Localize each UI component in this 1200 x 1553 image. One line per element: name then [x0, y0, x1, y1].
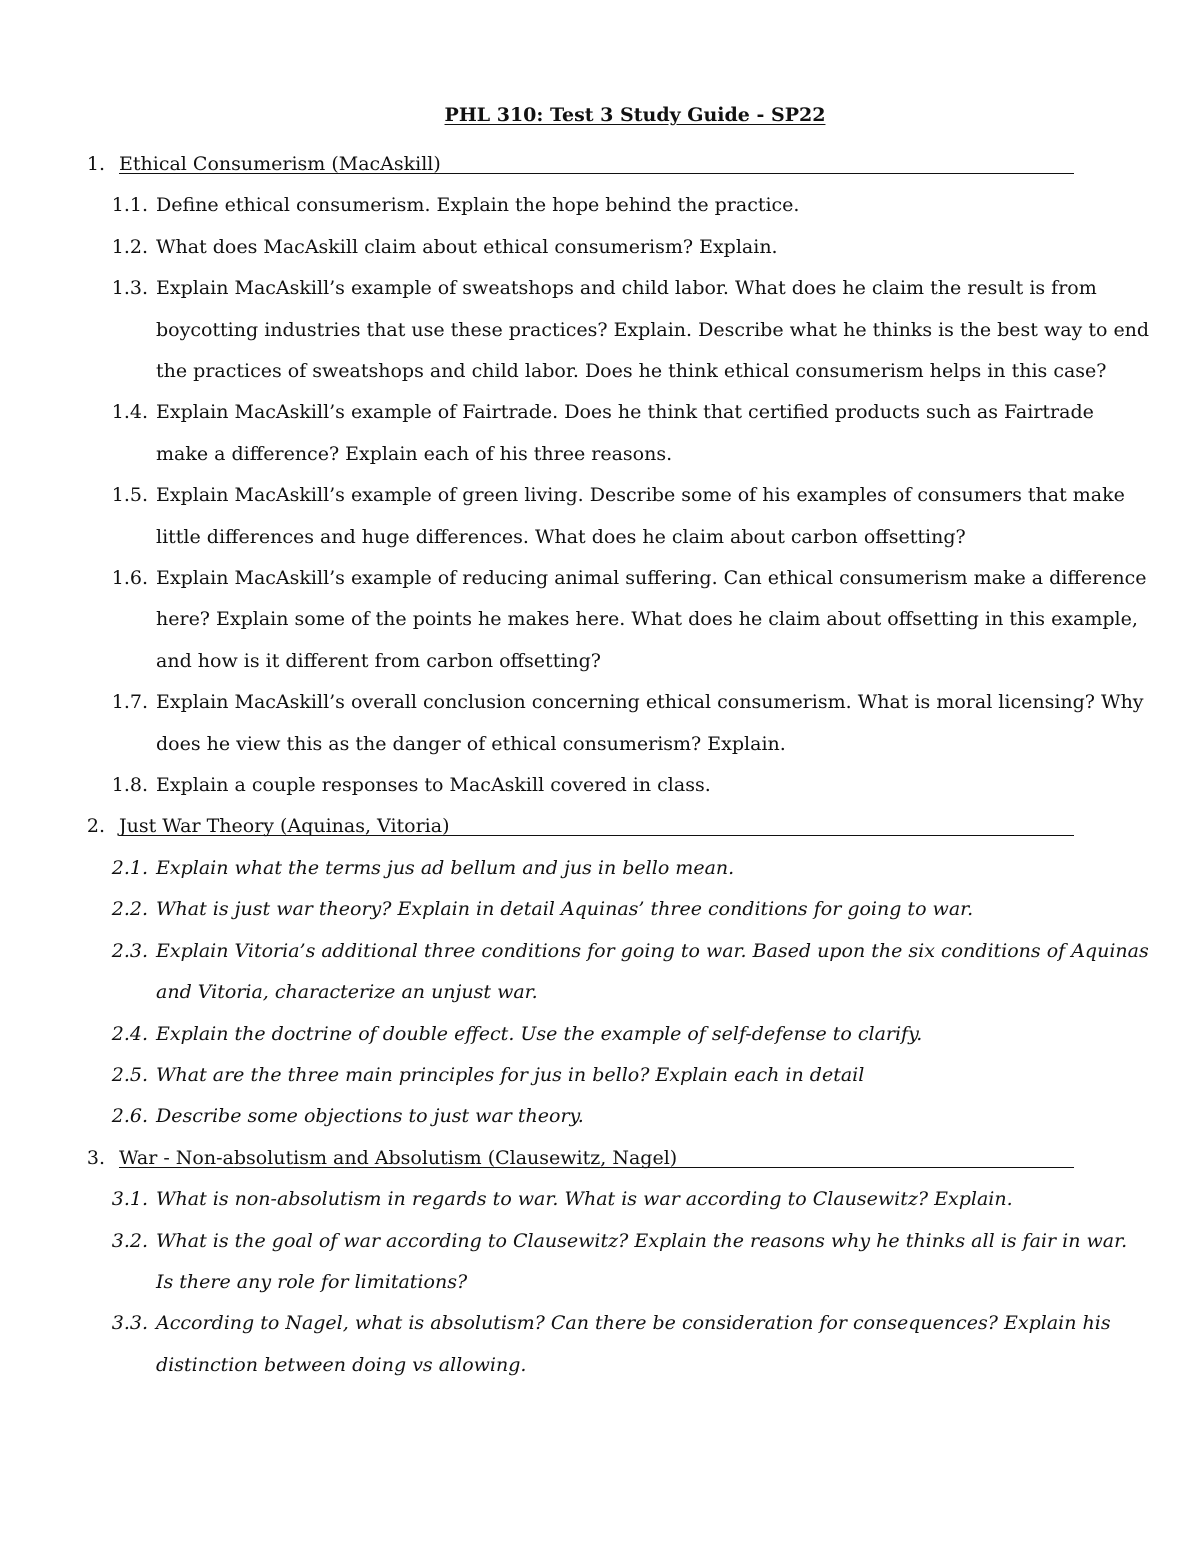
study-guide-content	[70, 144, 1150, 1386]
list-item	[70, 1055, 1150, 1096]
list-item	[70, 268, 1150, 392]
list-item	[70, 1014, 1150, 1055]
item-text: Explain MacAskill’s example of Fairtrade. Does he think that certified products such as Fairtrade make a difference? Explain each of his three reasons.	[156, 401, 1094, 465]
item-text: Explain what the terms jus ad bellum and jus in bello mean.	[156, 856, 735, 879]
section-title-underlined	[119, 144, 1074, 174]
list-item	[70, 185, 1150, 226]
item-text: What are the three main principles for jus in bello? Explain each in detail	[156, 1063, 865, 1086]
list-item	[70, 1096, 1150, 1137]
item-text: Explain the doctrine of double effect. Use the example of self-defense to clarify.	[156, 1022, 923, 1045]
item-number: 2.4.	[111, 1022, 148, 1045]
item-number: 2.3.	[111, 939, 148, 962]
section-number: 1.	[86, 153, 105, 175]
section-title: War - Non-absolutism and Absolutism (Clausewitz, Nagel)	[119, 1146, 678, 1169]
section-heading	[70, 806, 1150, 847]
item-number: 1.3.	[111, 277, 148, 300]
item-text: Explain MacAskill’s example of sweatshops and child labor. What does he claim the result is from boycotting industries that use these practices? Explain. Describe what he thinks is the best way to end the practices of sweatshops and child labor. Does he think ethical consumerism helps in this case?	[156, 277, 1150, 383]
list-item	[70, 1303, 1150, 1386]
item-text: Describe some objections to just war theory.	[156, 1105, 584, 1128]
item-number: 3.2.	[111, 1229, 148, 1252]
section-title: Ethical Consumerism (MacAskill)	[119, 153, 441, 175]
item-text: Explain MacAskill’s example of reducing animal suffering. Can ethical consumerism make a difference here? Explain some of the points he makes here. What does he claim about offsetting in this example, and how is it different from carbon offsetting?	[156, 567, 1147, 672]
item-number: 1.8.	[111, 774, 148, 797]
item-text: Explain MacAskill’s example of green living. Describe some of his examples of consumers that make little differences and huge differences. What does he claim about carbon offsetting?	[156, 484, 1125, 548]
item-number: 2.5.	[111, 1063, 148, 1086]
section-title-underlined	[119, 806, 1074, 836]
section-heading	[70, 144, 1150, 185]
section-heading	[70, 1138, 1150, 1179]
item-text: According to Nagel, what is absolutism? Can there be consideration for consequences? Explain his distinction between doing vs allowing.	[156, 1312, 1111, 1376]
item-text: Define ethical consumerism. Explain the hope behind the practice.	[156, 194, 800, 217]
item-text: Explain Vitoria’s additional three conditions for going to war. Based upon the six conditions of Aquinas and Vitoria, characterize an unjust war.	[156, 939, 1149, 1004]
list-item	[70, 931, 1150, 1014]
item-number: 1.2.	[111, 235, 148, 258]
item-number: 2.6.	[111, 1105, 148, 1128]
item-number: 2.1.	[111, 856, 148, 879]
item-number: 3.1.	[111, 1188, 148, 1211]
page-title: PHL 310: Test 3 Study Guide - SP22	[444, 104, 826, 126]
item-number: 1.1.	[111, 194, 148, 217]
section-number: 2.	[86, 815, 105, 838]
section-title: Just War Theory (Aquinas, Vitoria)	[119, 815, 450, 838]
section-title-underlined	[119, 1138, 1074, 1168]
section-number: 3.	[86, 1146, 105, 1169]
list-item	[70, 848, 1150, 889]
item-number: 2.2.	[111, 898, 148, 921]
item-text: Explain MacAskill’s overall conclusion concerning ethical consumerism. What is moral licensing? Why does he view this as the danger of ethical consumerism? Explain.	[156, 691, 1144, 755]
item-text: Explain a couple responses to MacAskill covered in class.	[156, 774, 711, 797]
item-number: 1.6.	[111, 567, 148, 590]
item-text: What is the goal of war according to Clausewitz? Explain the reasons why he thinks all is fair in war. Is there any role for limitations?	[156, 1229, 1128, 1293]
list-item	[70, 682, 1150, 765]
list-item	[70, 1221, 1150, 1304]
list-item	[70, 889, 1150, 930]
item-text: What is just war theory? Explain in detail Aquinas’ three conditions for going to war.	[156, 898, 974, 921]
item-number: 1.7.	[111, 691, 148, 714]
list-item	[70, 392, 1150, 475]
item-number: 1.5.	[111, 484, 148, 507]
item-number: 3.3.	[111, 1312, 148, 1335]
list-item	[70, 765, 1150, 806]
item-number: 1.4.	[111, 401, 148, 424]
item-text: What is non-absolutism in regards to war. What is war according to Clausewitz? Explain.	[156, 1188, 1013, 1211]
item-text: What does MacAskill claim about ethical consumerism? Explain.	[156, 235, 778, 258]
list-item	[70, 475, 1150, 558]
list-item	[70, 1179, 1150, 1220]
list-item	[70, 558, 1150, 682]
list-item	[70, 227, 1150, 268]
